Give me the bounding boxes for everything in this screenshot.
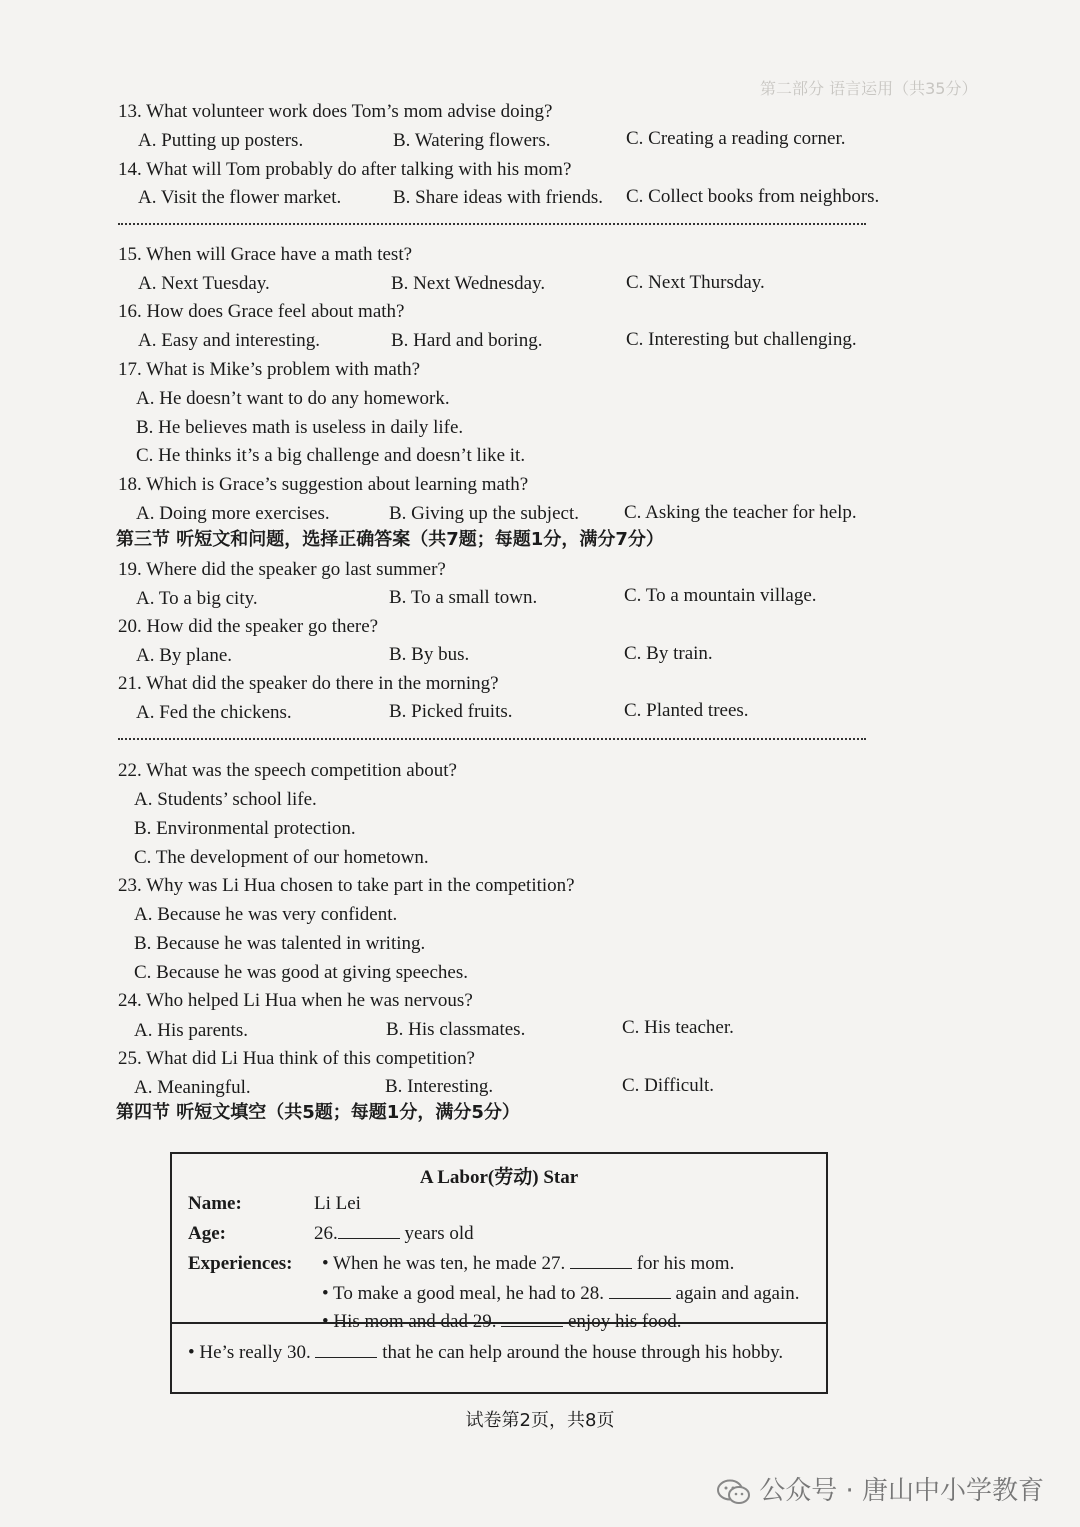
- summary-line: [188, 1341, 783, 1365]
- q13-option-c: C. Creating a reading corner.: [626, 128, 846, 149]
- question-24: 24. Who helped Li Hua when he was nervous?: [118, 990, 473, 1011]
- question-23: 23. Why was Li Hua chosen to take part in the competition?: [118, 875, 575, 896]
- q21-option-a: A. Fed the chickens.: [136, 702, 292, 723]
- experience-1-text: • When he was ten, he made 27.: [322, 1253, 566, 1274]
- wechat-icon: [717, 1479, 751, 1505]
- blank-26-number: 26.: [314, 1223, 338, 1244]
- labor-star-table: [170, 1152, 828, 1394]
- q19-option-b: B. To a small town.: [389, 587, 538, 608]
- q21-option-c: C. Planted trees.: [624, 700, 749, 721]
- question-14: 14. What will Tom probably do after talking with his mom?: [118, 159, 572, 180]
- section-3-heading: 第三节 听短文和问题，选择正确答案（共7题；每题1分，满分7分）: [116, 529, 664, 550]
- blank-27[interactable]: [570, 1252, 632, 1269]
- q22-option-c: C. The development of our hometown.: [134, 847, 429, 868]
- question-21: 21. What did the speaker do there in the morning?: [118, 673, 499, 694]
- question-15: 15. When will Grace have a math test?: [118, 244, 413, 265]
- q16-option-a: A. Easy and interesting.: [138, 330, 321, 351]
- table-divider: [172, 1322, 826, 1324]
- q15-option-a: A. Next Tuesday.: [138, 273, 270, 294]
- blank-29[interactable]: [501, 1310, 563, 1327]
- q20-option-b: B. By bus.: [389, 644, 470, 665]
- question-19: 19. Where did the speaker go last summer?: [118, 559, 446, 580]
- q20-option-a: A. By plane.: [136, 645, 233, 666]
- q24-option-b: B. His classmates.: [386, 1019, 526, 1040]
- question-16: 16. How does Grace feel about math?: [118, 301, 405, 322]
- q14-option-b: B. Share ideas with friends.: [393, 187, 604, 208]
- q22-option-b: B. Environmental protection.: [134, 818, 356, 839]
- q23-option-a: A. Because he was very confident.: [134, 904, 398, 925]
- question-13: 13. What volunteer work does Tom’s mom advise doing?: [118, 101, 553, 122]
- blank-30[interactable]: [315, 1341, 377, 1358]
- q23-option-c: C. Because he was good at giving speeches.: [134, 962, 468, 983]
- q17-option-c: C. He thinks it’s a big challenge and doesn’t like it.: [136, 445, 526, 466]
- q16-option-b: B. Hard and boring.: [391, 330, 543, 351]
- name-label: Name:: [188, 1193, 242, 1214]
- experience-1: [322, 1252, 734, 1276]
- q18-option-b: B. Giving up the subject.: [389, 503, 579, 524]
- dotted-divider: [118, 738, 866, 740]
- q16-option-c: C. Interesting but challenging.: [626, 329, 857, 350]
- q25-option-c: C. Difficult.: [622, 1075, 715, 1096]
- q13-option-b: B. Watering flowers.: [393, 130, 551, 151]
- blank-28[interactable]: [609, 1282, 671, 1299]
- experience-1-suffix: for his mom.: [636, 1253, 735, 1274]
- table-title: A Labor(劳动) Star: [419, 1167, 579, 1188]
- question-25: 25. What did Li Hua think of this competition?: [118, 1048, 475, 1069]
- experiences-label: Experiences:: [188, 1253, 293, 1274]
- question-18: 18. Which is Grace’s suggestion about learning math?: [118, 474, 529, 495]
- q17-option-b: B. He believes math is useless in daily life.: [136, 417, 464, 438]
- q14-option-a: A. Visit the flower market.: [138, 187, 342, 208]
- q15-option-b: B. Next Wednesday.: [391, 273, 546, 294]
- blank-26[interactable]: [338, 1222, 400, 1239]
- section-4-heading: 第四节 听短文填空（共5题；每题1分，满分5分）: [116, 1102, 520, 1123]
- q24-option-c: C. His teacher.: [622, 1017, 734, 1038]
- question-22: 22. What was the speech competition about?: [118, 760, 457, 781]
- q15-option-c: C. Next Thursday.: [626, 272, 765, 293]
- dotted-divider: [118, 223, 866, 225]
- q25-option-a: A. Meaningful.: [134, 1077, 251, 1098]
- age-suffix: years old: [404, 1223, 474, 1244]
- q18-option-c: C. Asking the teacher for help.: [624, 502, 857, 523]
- q13-option-a: A. Putting up posters.: [138, 130, 304, 151]
- question-20: 20. How did the speaker go there?: [118, 616, 379, 637]
- q22-option-a: A. Students’ school life.: [134, 789, 317, 810]
- page-footer: 试卷第2页，共8页: [465, 1410, 615, 1431]
- q19-option-c: C. To a mountain village.: [624, 585, 817, 606]
- q17-option-a: A. He doesn’t want to do any homework.: [136, 388, 450, 409]
- q25-option-b: B. Interesting.: [385, 1076, 494, 1097]
- bleed-through-text: 第二部分 语言运用（共35分）: [760, 79, 978, 98]
- watermark: [717, 1470, 1044, 1507]
- summary-suffix: that he can help around the house through his hobby.: [382, 1342, 784, 1363]
- q24-option-a: A. His parents.: [134, 1020, 248, 1041]
- q23-option-b: B. Because he was talented in writing.: [134, 933, 426, 954]
- experience-3-suffix: enjoy his food.: [567, 1311, 682, 1332]
- q14-option-c: C. Collect books from neighbors.: [626, 186, 880, 207]
- q18-option-a: A. Doing more exercises.: [136, 503, 330, 524]
- age-line: [314, 1222, 474, 1246]
- name-value: Li Lei: [314, 1193, 361, 1214]
- q19-option-a: A. To a big city.: [136, 588, 258, 609]
- watermark-text: 公众号 · 唐山中小学教育: [759, 1476, 1044, 1506]
- summary-text: • He’s really 30.: [188, 1342, 311, 1363]
- experience-2-text: • To make a good meal, he had to 28.: [322, 1283, 604, 1304]
- question-17: 17. What is Mike’s problem with math?: [118, 359, 421, 380]
- age-label: Age:: [188, 1223, 226, 1244]
- q21-option-b: B. Picked fruits.: [389, 701, 513, 722]
- experience-2-suffix: again and again.: [675, 1283, 800, 1304]
- q20-option-c: C. By train.: [624, 643, 713, 664]
- experience-3-text: • His mom and dad 29.: [322, 1311, 497, 1332]
- experience-2: [322, 1282, 799, 1306]
